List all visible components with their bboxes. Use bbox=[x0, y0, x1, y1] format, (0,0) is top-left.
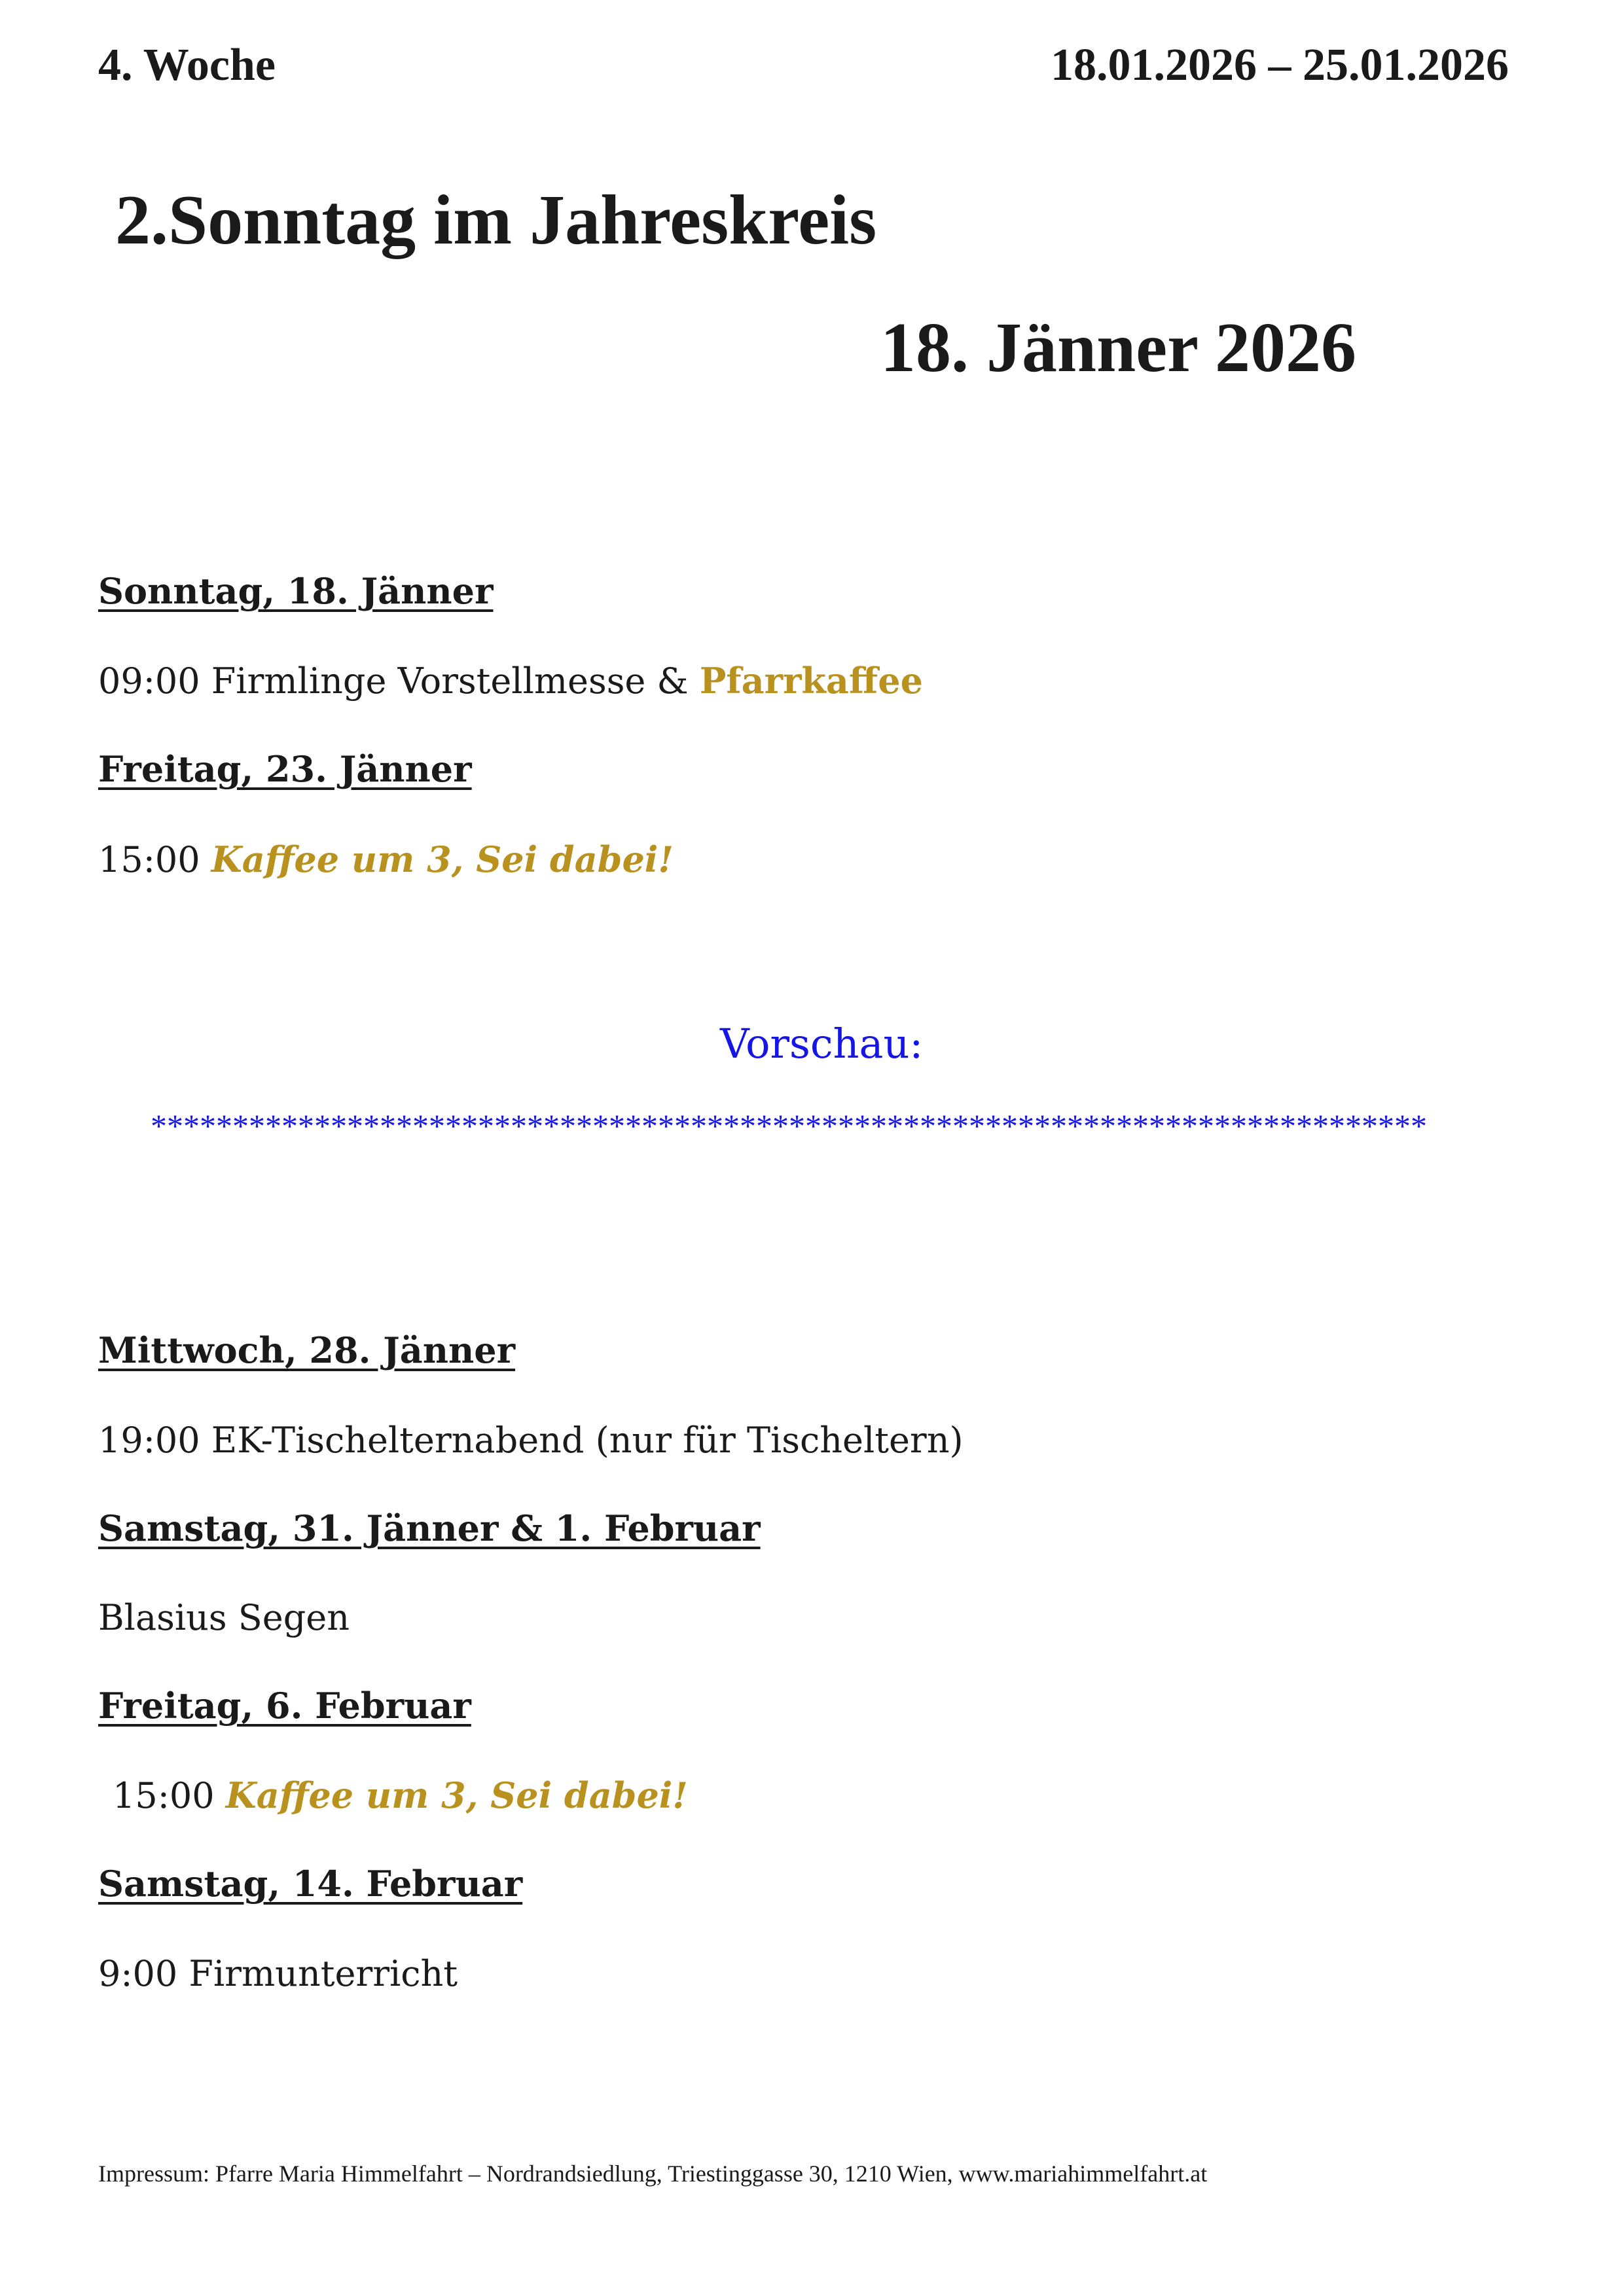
day-heading-wednesday: Mittwoch, 28. Jänner bbox=[98, 1329, 516, 1371]
event-wednesday: 19:00 EK-Tischelternabend (nur für Tischeltern) bbox=[98, 1420, 964, 1461]
event-highlight: Kaffee um 3, Sei dabei! bbox=[225, 1774, 689, 1816]
day-heading-friday-6: Freitag, 6. Februar bbox=[98, 1685, 471, 1727]
event-friday bbox=[98, 836, 674, 883]
event-time: 15:00 bbox=[98, 839, 200, 880]
event-highlight: Kaffee um 3, Sei dabei! bbox=[211, 838, 674, 880]
sunday-date: 18. Jänner 2026 bbox=[880, 309, 1357, 387]
day-heading-sunday: Sonntag, 18. Jänner bbox=[98, 570, 494, 612]
event-saturday-14: 9:00 Firmunterricht bbox=[98, 1953, 458, 1994]
event-time: 09:00 bbox=[98, 660, 200, 702]
event-saturday-31: Blasius Segen bbox=[98, 1597, 350, 1638]
event-text: Firmlinge Vorstellmesse & bbox=[211, 660, 689, 702]
day-heading-saturday-31: Samstag, 31. Jänner & 1. Februar bbox=[98, 1507, 761, 1549]
day-heading-friday: Freitag, 23. Jänner bbox=[98, 748, 472, 790]
date-range: 18.01.2026 – 25.01.2026 bbox=[1051, 40, 1509, 90]
event-sunday bbox=[98, 658, 923, 704]
preview-divider: ****************************************************************************** bbox=[151, 1107, 1427, 1144]
event-time: 15:00 bbox=[113, 1775, 215, 1816]
preview-heading: Vorschau: bbox=[720, 1020, 924, 1067]
event-highlight: Pfarrkaffee bbox=[699, 660, 923, 702]
sunday-title: 2.Sonntag im Jahreskreis bbox=[115, 181, 877, 259]
day-heading-saturday-14: Samstag, 14. Februar bbox=[98, 1863, 523, 1905]
week-label: 4. Woche bbox=[98, 40, 276, 90]
event-friday-6 bbox=[113, 1772, 688, 1819]
impressum: Impressum: Pfarre Maria Himmelfahrt – Nordrandsiedlung, Triestinggasse 30, 1210 Wien, www.mariahimmelfahrt.at bbox=[98, 2161, 1208, 2187]
